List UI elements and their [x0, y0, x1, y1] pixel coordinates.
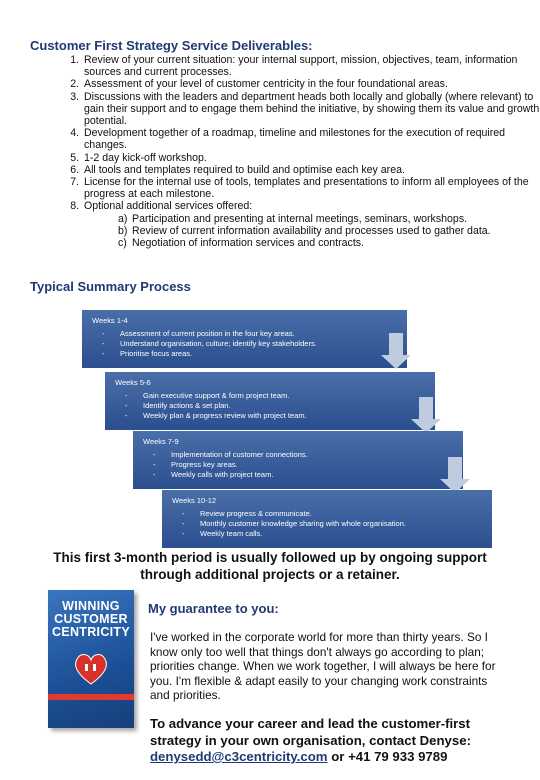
heart-icon — [71, 648, 111, 688]
list-marker: b) — [118, 224, 128, 237]
list-item: - Implementation of customer connections. — [153, 450, 453, 460]
list-item: - Weekly calls with project team. — [153, 470, 453, 480]
list-item: 6. All tools and templates required to build and optimise each key area. — [82, 164, 540, 176]
guarantee-title: My guarantee to you: — [148, 601, 279, 616]
process-step-weeks-7-9 — [133, 431, 463, 489]
process-step-weeks-5-6 — [105, 372, 435, 430]
step-bullets — [115, 391, 425, 421]
list-item-text: Participation and presenting at internal meetings, seminars, workshops. — [132, 212, 468, 225]
email-link[interactable]: denysedd@c3centricity.com — [150, 749, 328, 764]
process-step-weeks-1-4 — [82, 310, 407, 368]
list-item: 5. 1-2 day kick-off workshop. — [82, 152, 540, 164]
deliverables-list — [58, 54, 540, 249]
step-title: Weeks 1-4 — [92, 316, 128, 325]
step-title: Weeks 5-6 — [115, 378, 151, 387]
cta-connector: or — [331, 749, 345, 764]
list-item: - Weekly team calls. — [182, 529, 482, 539]
list-item: - Understand organisation, culture; identify key stakeholders. — [102, 339, 397, 349]
list-item — [118, 225, 540, 237]
step-bullets — [92, 329, 397, 359]
contact-call-to-action — [150, 716, 520, 766]
list-item: - Identify actions & set plan. — [125, 401, 425, 411]
optional-services-label: Optional additional services offered: — [84, 200, 253, 213]
list-item: - Prioritise focus areas. — [102, 349, 397, 359]
list-item: - Gain executive support & form project team. — [125, 391, 425, 401]
book-cover-image — [48, 590, 134, 728]
process-heading: Typical Summary Process — [30, 279, 191, 294]
step-title: Weeks 7-9 — [143, 437, 179, 446]
list-item: - Review progress & communicate. — [182, 509, 482, 519]
optional-services-list — [84, 213, 540, 250]
list-item: 1. Review of your current situation: your internal support, mission, objectives, team, information sources and current processes. — [82, 54, 540, 78]
list-marker: a) — [118, 212, 128, 225]
list-item: 2. Assessment of your level of customer centricity in the four foundational areas. — [82, 78, 540, 90]
list-item: 3. Discussions with the leaders and department heads both locally and globally (where relevant) to gain their support and to engage them behind the initiative, by showing them its value and growth potential. — [82, 91, 540, 128]
list-item: - Assessment of current position in the four key areas. — [102, 329, 397, 339]
step-bullets — [143, 450, 453, 480]
book-title: WINNING CUSTOMER CENTRICITY — [52, 599, 130, 639]
deliverables-heading: Customer First Strategy Service Deliverables: — [30, 38, 313, 53]
list-item: 7. License for the internal use of tools, templates and presentations to inform all employees of the progress at each milestone. — [82, 176, 540, 200]
guarantee-body: I've worked in the corporate world for more than thirty years. So I know only too well that things don't always go according to plan; priorities change. When we work together, I will always be here for you. I'm flexible & adapt easily to your changing work constraints and priorities. — [150, 630, 496, 703]
list-item — [118, 237, 540, 249]
list-item-text: Review of current information availability and processes used to gather data. — [132, 224, 491, 237]
step-title: Weeks 10-12 — [172, 496, 217, 505]
phone-number: +41 79 933 9789 — [348, 749, 448, 764]
list-item: - Weekly plan & progress review with project team. — [125, 411, 425, 421]
cta-text: To advance your career and lead the customer-first strategy in your own organisation, contact Denyse: — [150, 716, 471, 748]
list-item — [118, 213, 540, 225]
list-item — [82, 200, 540, 249]
list-item: - Monthly customer knowledge sharing with whole organisation. — [182, 519, 482, 529]
step-bullets — [172, 509, 482, 539]
list-marker: c) — [118, 237, 127, 250]
book-band — [48, 694, 134, 700]
followup-statement: This first 3-month period is usually followed up by ongoing support through additional projects or a retainer. — [53, 550, 487, 582]
list-item-text: Negotiation of information services and contracts. — [132, 237, 365, 250]
list-item: 4. Development together of a roadmap, timeline and milestones for the execution of required changes. — [82, 127, 540, 151]
process-step-weeks-10-12 — [162, 490, 492, 548]
list-item: - Progress key areas. — [153, 460, 453, 470]
